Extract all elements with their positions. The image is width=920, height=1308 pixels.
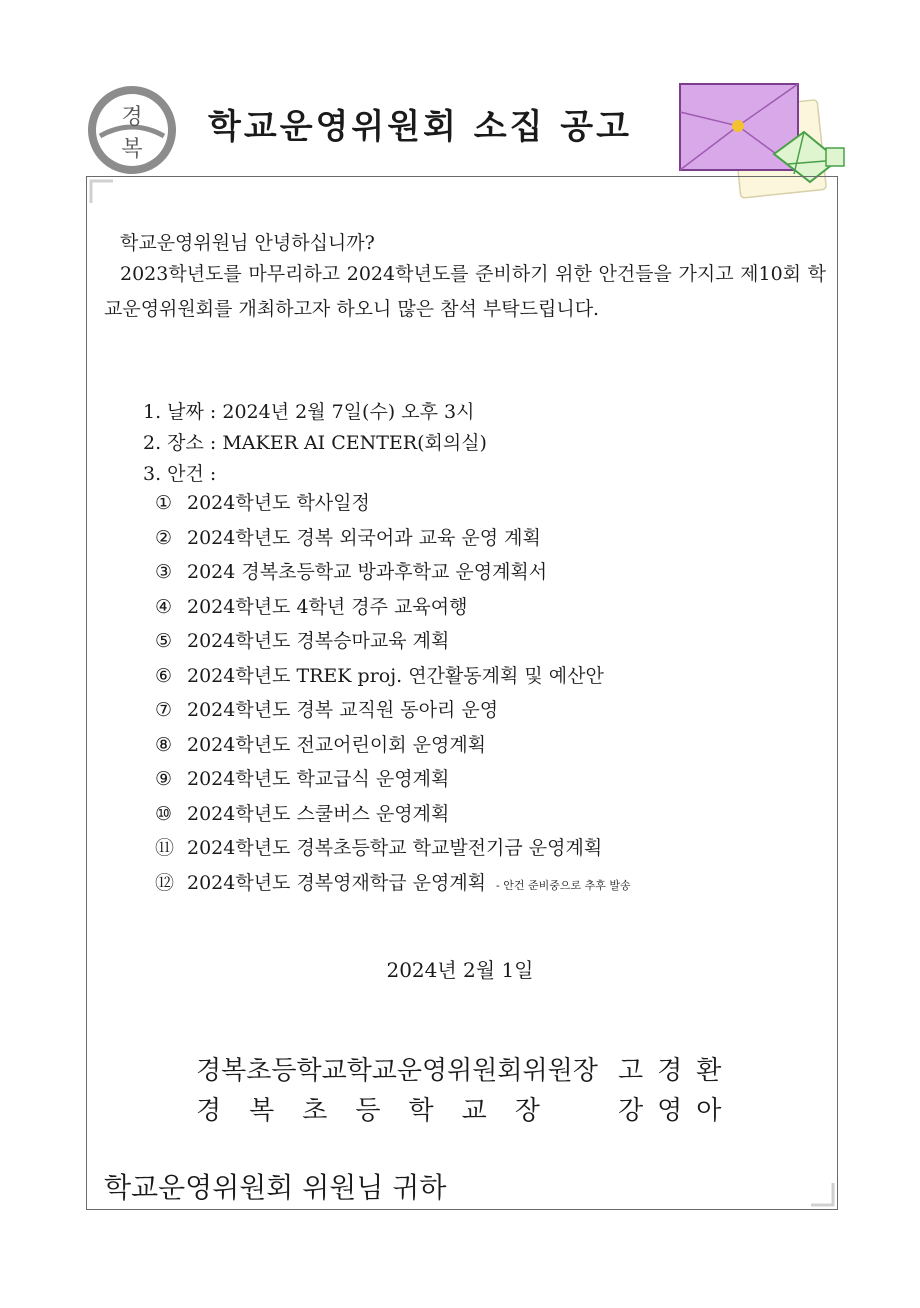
chair-title: 경복초등학교학교운영위원회위원장 bbox=[196, 1056, 598, 1086]
principal-name: 강영아 bbox=[618, 1096, 736, 1126]
recipient: 학교운영위원회 위원님 귀하 bbox=[104, 1171, 447, 1204]
agenda-item: ⑫ 2024학년도 경복영재학급 운영계획 - 안건 준비중으로 추후 발송 bbox=[155, 871, 631, 894]
greeting: 학교운영위원님 안녕하십니까? bbox=[120, 232, 375, 254]
agenda-item: ⑤ 2024학년도 경복승마교육 계획 bbox=[155, 630, 450, 652]
agenda-item: ③ 2024 경복초등학교 방과후학교 운영계획서 bbox=[155, 561, 548, 583]
agenda-note: - 안건 준비중으로 추후 발송 bbox=[496, 878, 631, 892]
page-title: 학교운영위원회 소집 공고 bbox=[208, 107, 632, 147]
agenda-item: ⑨ 2024학년도 학교급식 운영계획 bbox=[155, 768, 450, 790]
agenda-item: ④ 2024학년도 4학년 경주 교육여행 bbox=[155, 595, 468, 618]
logo-text-bottom: 복 bbox=[121, 137, 143, 162]
corner-ornament-icon bbox=[89, 179, 115, 205]
logo-text-top: 경 bbox=[121, 105, 143, 130]
principal-title: 경복초등학교장 bbox=[196, 1096, 568, 1126]
agenda-item: ⑩ 2024학년도 스쿨버스 운영계획 bbox=[155, 802, 450, 825]
meeting-place: 2. 장소 : MAKER AI CENTER(회의실) bbox=[143, 432, 487, 454]
agenda-item: ⑥ 2024학년도 TREK proj. 연간활동계획 및 예산안 bbox=[155, 664, 604, 687]
agenda-item: ① 2024학년도 학사일정 bbox=[155, 492, 370, 514]
chair-name: 고경환 bbox=[618, 1056, 736, 1086]
agenda-item: ② 2024학년도 경복 외국어과 교육 운영 계획 bbox=[155, 526, 541, 549]
agenda-item: ⑪ 2024학년도 경복초등학교 학교발전기금 운영계획 bbox=[155, 837, 603, 859]
agenda-item: ⑧ 2024학년도 전교어린이회 운영계획 bbox=[155, 733, 487, 756]
agenda-label: 3. 안건 : bbox=[143, 463, 217, 485]
agenda-list bbox=[155, 486, 631, 900]
school-logo bbox=[86, 84, 178, 176]
meeting-details bbox=[143, 397, 487, 490]
notice-paragraph: 2023학년도를 마무리하고 2024학년도를 준비하기 위한 안건들을 가지고 제10회 학교운영위원회를 개최하고자 하오니 많은 참석 부탁드립니다. bbox=[104, 263, 826, 320]
issue-date: 2024년 2월 1일 bbox=[386, 958, 534, 982]
meeting-date: 1. 날짜 : 2024년 2월 7일(수) 오후 3시 bbox=[143, 401, 475, 423]
agenda-item: ⑦ 2024학년도 경복 교직원 동아리 운영 bbox=[155, 699, 499, 721]
corner-ornament-icon bbox=[809, 1181, 835, 1207]
